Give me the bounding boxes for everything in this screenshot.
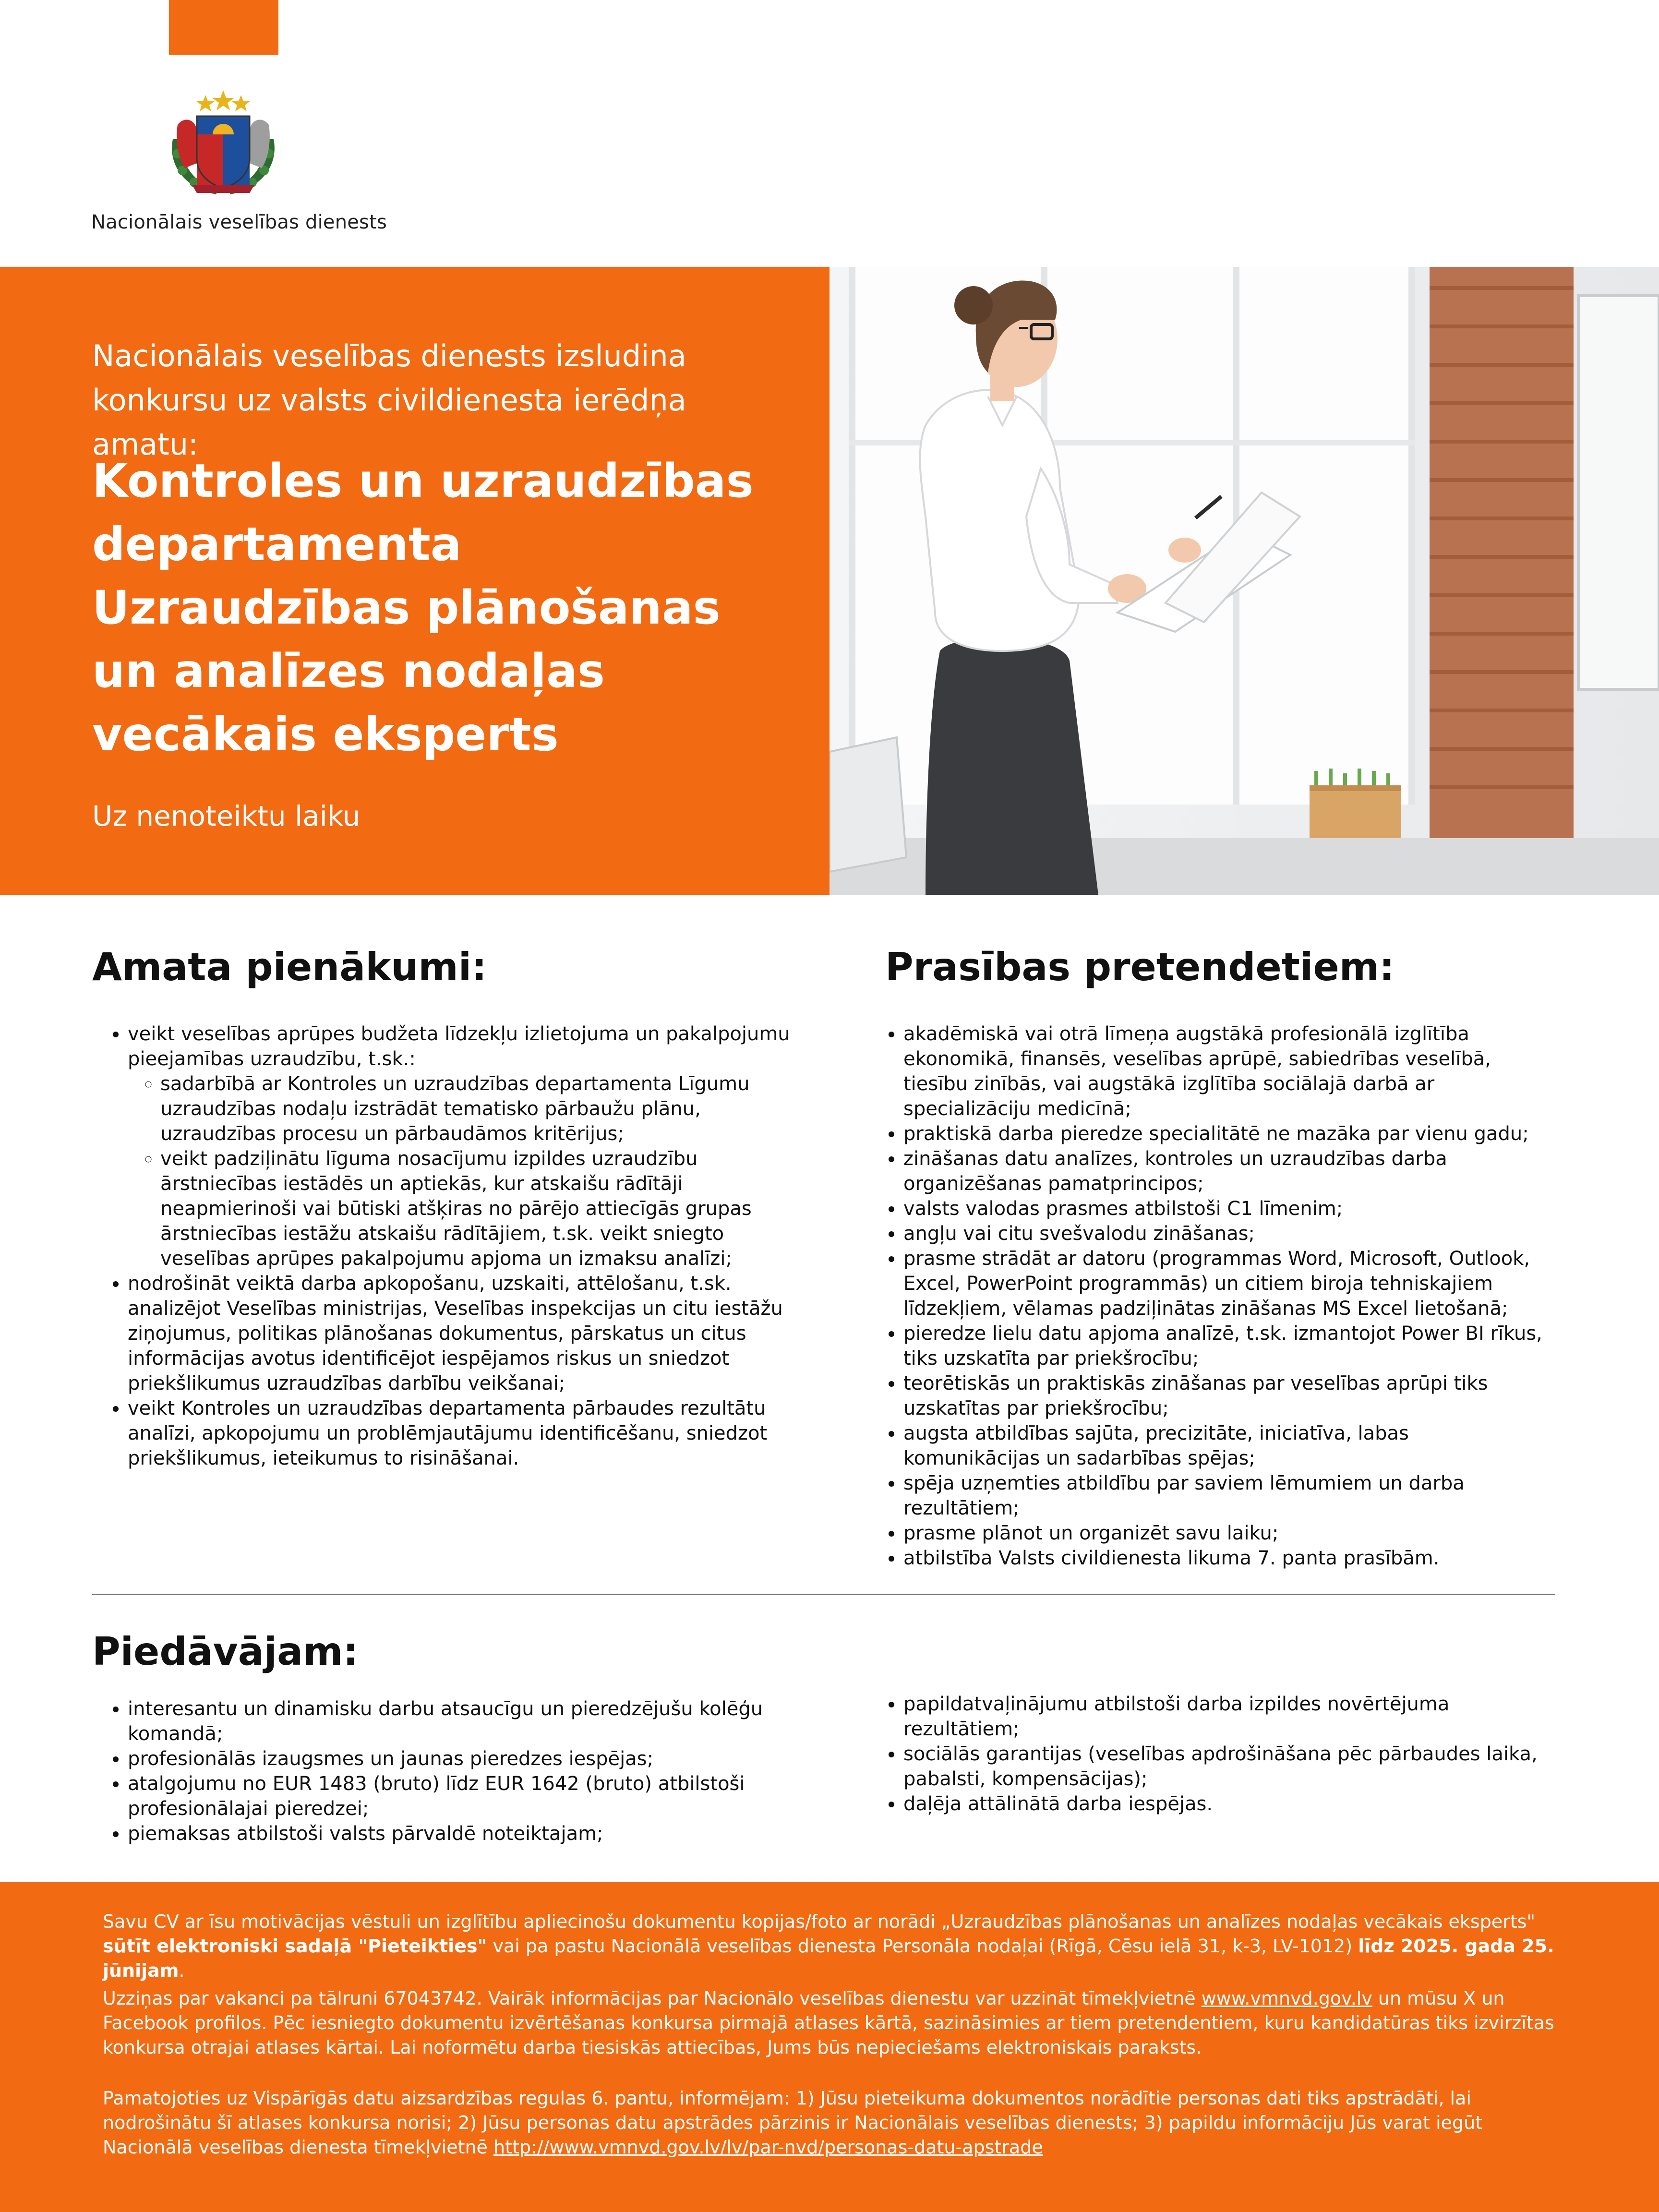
offer-heading: Piedāvājam:	[92, 1629, 359, 1674]
list-item: • prasme plānot un organizēt savu laiku;	[903, 1521, 1550, 1546]
list-item: • interesantu un dinamisku darbu atsaucīgu un pieredzējušu kolēģu komandā;	[128, 1696, 783, 1746]
hero-banner	[0, 267, 830, 895]
hero-photo	[830, 267, 1659, 895]
offer-list-right	[868, 1692, 1550, 1816]
list-item: • augsta atbildības sajūta, precizitāte, iniciatīva, labas komunikācijas un sadarbības spējas;	[903, 1421, 1550, 1471]
application-footer	[0, 1882, 1659, 2212]
application-instructions: Savu CV ar īsu motivācijas vēstuli un izglītību apliecinošu dokumentu kopijas/foto ar norādi „Uzraudzības plānošanas un analīzes nodaļas vecākais eksperts" sūtīt elektroniski sadaļā "Pieteikties" vai pa pastu Nacionālā veselības dienesta Personāla nodaļai (Rīgā, Cēsu ielā 31, k-3, LV-1012) līdz 2025. gada 25. jūnijam.	[103, 1911, 1554, 1981]
list-item: • teorētiskās un praktiskās zināšanas par veselības aprūpi tiks uzskatītas par priekšrocību;	[903, 1371, 1550, 1421]
duties-list	[92, 1022, 812, 1471]
requirements-list	[868, 1022, 1550, 1571]
top-accent-bar	[169, 0, 278, 55]
list-subitem: ◦ sadarbībā ar Kontroles un uzraudzības departamenta Līgumu uzraudzības nodaļu izstrādāt tematisko pārbaužu plānu, uzraudzības procesu un pārbaudāmos kritērijus;	[160, 1071, 812, 1146]
list-item: • prasme strādāt ar datoru (programmas Word, Microsoft, Outlook, Excel, PowerPoint programmās) un citiem biroja tehniskajiem līdzekļiem, vēlamas padziļinātas zināšanas MS Excel lietošanā;	[903, 1246, 1550, 1321]
list-item: • veikt veselības aprūpes budžeta līdzekļu izlietojuma un pakalpojumu pieejamības uzraudzību, t.sk.: ◦ sadarbībā ar Kontroles un uzraudzības departamenta Līgumu uzraudzības nodaļu izstrādāt tematisko pārbaužu plānu, uzraudzības procesu un pārbaudāmos kritērijus; ◦ veikt padziļinātu līguma nosacījumu izpildes uzraudzību ārstniecības iestādēs un aptiekās, kur atskaišu rādītāji neapmierinoši vai būtiski atšķiras no pārējo attiecīgās grupas ārstniecības iestāžu atskaišu rādītājiem, t.sk. veikt sniegto veselības aprūpes pakalpojumu apjoma un izmaksu analīzi;	[128, 1022, 812, 1271]
list-item: • sociālās garantijas (veselības apdrošināšana pēc pārbaudes laika, pabalsti, kompensācijas);	[903, 1742, 1550, 1791]
hero-intro: Nacionālais veselības dienests izsludina konkursu uz valsts civildienesta ierēdņa amatu:	[92, 338, 686, 462]
coat-of-arms-logo	[163, 86, 283, 202]
list-item: • nodrošināt veiktā darba apkopošanu, uzskaiti, attēlošanu, t.sk. analizējot Veselības ministrijas, Veselības inspekcijas un citu iestāžu ziņojumus, politikas plānošanas dokumentus, pārskatus un citus informācijas avotus identificējot iespējamos riskus un sniedzot priekšlikumus uzraudzības darbību veikšanai;	[128, 1271, 812, 1396]
list-item: • piemaksas atbilstoši valsts pārvaldē noteiktajam;	[128, 1821, 783, 1846]
woman-reading-papers-illustration	[830, 267, 1659, 895]
contact-info: Uzziņas par vakanci pa tālruni 67043742. Vairāk informācijas par Nacionālo veselības dienestu var uzzināt tīmekļvietnē www.vmnvd.gov.lv un mūsu X un Facebook profilos. Pēc iesniegto dokumentu izvērtēšanas konkursa pirmajā atlases kārtā, sazināsimies ar tiem pretendentiem, kuru kandidatūras tiks izvirzītas konkursa otrajai atlases kārtai. Lai noformētu darba tiesiskās attiecības, Jums būs nepieciešams elektroniskais paraksts.	[103, 1988, 1554, 2058]
organization-name: Nacionālais veselības dienests	[91, 211, 387, 233]
duties-heading: Amata pienākumi:	[92, 945, 487, 989]
list-item: • veikt Kontroles un uzraudzības departamenta pārbaudes rezultātu analīzi, apkopojumu un problēmjautājumu identificēšanu, sniedzot priekšlikumus, ieteikumus to risināšanai.	[128, 1396, 812, 1471]
list-item: • zināšanas datu analīzes, kontroles un uzraudzības darba organizēšanas pamatprincipos;	[903, 1146, 1550, 1196]
section-divider	[92, 1594, 1555, 1595]
list-item: • atbilstība Valsts civildienesta likuma 7. panta prasībām.	[903, 1546, 1550, 1571]
privacy-link[interactable]: http://www.vmnvd.gov.lv/lv/par-nvd/personas-datu-apstrade	[493, 2137, 1043, 2158]
list-item: • akadēmiskā vai otrā līmeņa augstākā profesionālā izglītība ekonomikā, finansēs, veselības aprūpē, sabiedrības veselībā, tiesību zinībās, vai augstākā izglītība sociālajā darbā ar specializāciju medicīnā;	[903, 1022, 1550, 1121]
requirements-heading: Prasības pretendetiem:	[885, 945, 1395, 989]
list-item: • daļēja attālinātā darba iespējas.	[903, 1791, 1550, 1816]
list-item: • praktiskā darba pieredze specialitātē ne mazāka par vienu gadu;	[903, 1121, 1550, 1146]
job-title: Kontroles un uzraudzības departamenta Uzraudzības plānošanas un analīzes nodaļas vecākais eksperts	[92, 454, 754, 761]
list-item: • atalgojumu no EUR 1483 (bruto) līdz EUR 1642 (bruto) atbilstoši profesionālajai pieredzei;	[128, 1771, 783, 1821]
privacy-notice: Pamatojoties uz Vispārīgās datu aizsardzības regulas 6. pantu, informējam: 1) Jūsu pieteikuma dokumentos norādītie personas dati tiks apstrādāti, lai nodrošinātu šī atlases konkursa norisi; 2) Jūsu personas datu apstrādes pārzinis ir Nacionālais veselības dienests; 3) papildu informāciju Jūs varat iegūt Nacionālā veselības dienesta tīmekļvietnē http://www.vmnvd.gov.lv/lv/par-nvd/personas-datu-apstrade	[103, 2088, 1483, 2158]
employment-term: Uz nenoteiktu laiku	[92, 800, 361, 832]
list-item: • papildatvaļinājumu atbilstoši darba izpildes novērtējuma rezultātiem;	[903, 1692, 1550, 1742]
list-item: • profesionālās izaugsmes un jaunas pieredzes iespējas;	[128, 1746, 783, 1771]
list-item: • angļu vai citu svešvalodu zināšanas;	[903, 1221, 1550, 1246]
list-item: • spēja uzņemties atbildību par saviem lēmumiem un darba rezultātiem;	[903, 1471, 1550, 1521]
list-item: • pieredze lielu datu apjoma analīzē, t.sk. izmantojot Power BI rīkus, tiks uzskatīta par priekšrocību;	[903, 1321, 1550, 1371]
list-item: • valsts valodas prasmes atbilstoši C1 līmenim;	[903, 1196, 1550, 1221]
website-link[interactable]: www.vmnvd.gov.lv	[1201, 1988, 1372, 2009]
offer-list-left	[92, 1696, 783, 1846]
list-subitem: ◦ veikt padziļinātu līguma nosacījumu izpildes uzraudzību ārstniecības iestādēs un aptiekās, kur atskaišu rādītāji neapmierinoši vai būtiski atšķiras no pārējo attiecīgās grupas ārstniecības iestāžu atskaišu rādītājiem, t.sk. veikt sniegto veselības aprūpes pakalpojumu apjoma un izmaksu analīzi;	[160, 1146, 812, 1271]
